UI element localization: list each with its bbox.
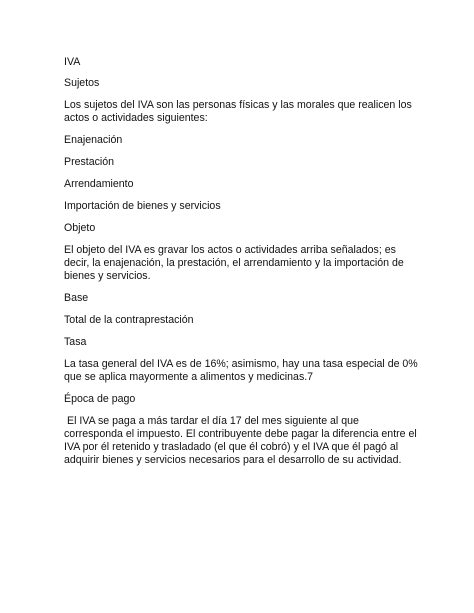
paragraph-sujetos: Los sujetos del IVA son las personas físicas y las morales que realicen los actos o actividades siguientes: — [64, 99, 412, 124]
section-heading-tasa: Tasa — [64, 336, 87, 348]
section-heading-objeto: Objeto — [64, 222, 96, 234]
section-heading-epoca-de-pago: Época de pago — [64, 393, 136, 405]
list-item-prestacion: Prestación — [64, 156, 115, 168]
list-item-importacion: Importación de bienes y servicios — [64, 200, 221, 212]
paragraph-tasa: La tasa general del IVA es de 16%; asimismo, hay una tasa especial de 0% que se aplica mayormente a alimentos y medicinas.7 — [64, 358, 418, 383]
list-item-arrendamiento: Arrendamiento — [64, 178, 134, 190]
section-heading-sujetos: Sujetos — [64, 77, 100, 89]
paragraph-objeto: El objeto del IVA es gravar los actos o actividades arriba señalados; es decir, la enajenación, la prestación, el arrendamiento y la importación de bienes y servicios. — [64, 244, 404, 282]
paragraph-epoca-de-pago: El IVA se paga a más tardar el día 17 del mes siguiente al que corresponda el impuesto. El contribuyente debe pagar la diferencia entre el IVA por él retenido y trasladado (el que él cobró) y el IVA que él pagó al adquirir bienes y servicios necesarios para el desarrollo de su actividad. — [64, 415, 417, 466]
list-item-enajenacion: Enajenación — [64, 134, 123, 146]
document-content — [64, 56, 418, 476]
document-title: IVA — [64, 56, 81, 68]
section-heading-base: Base — [64, 292, 89, 304]
paragraph-base: Total de la contraprestación — [64, 314, 194, 326]
